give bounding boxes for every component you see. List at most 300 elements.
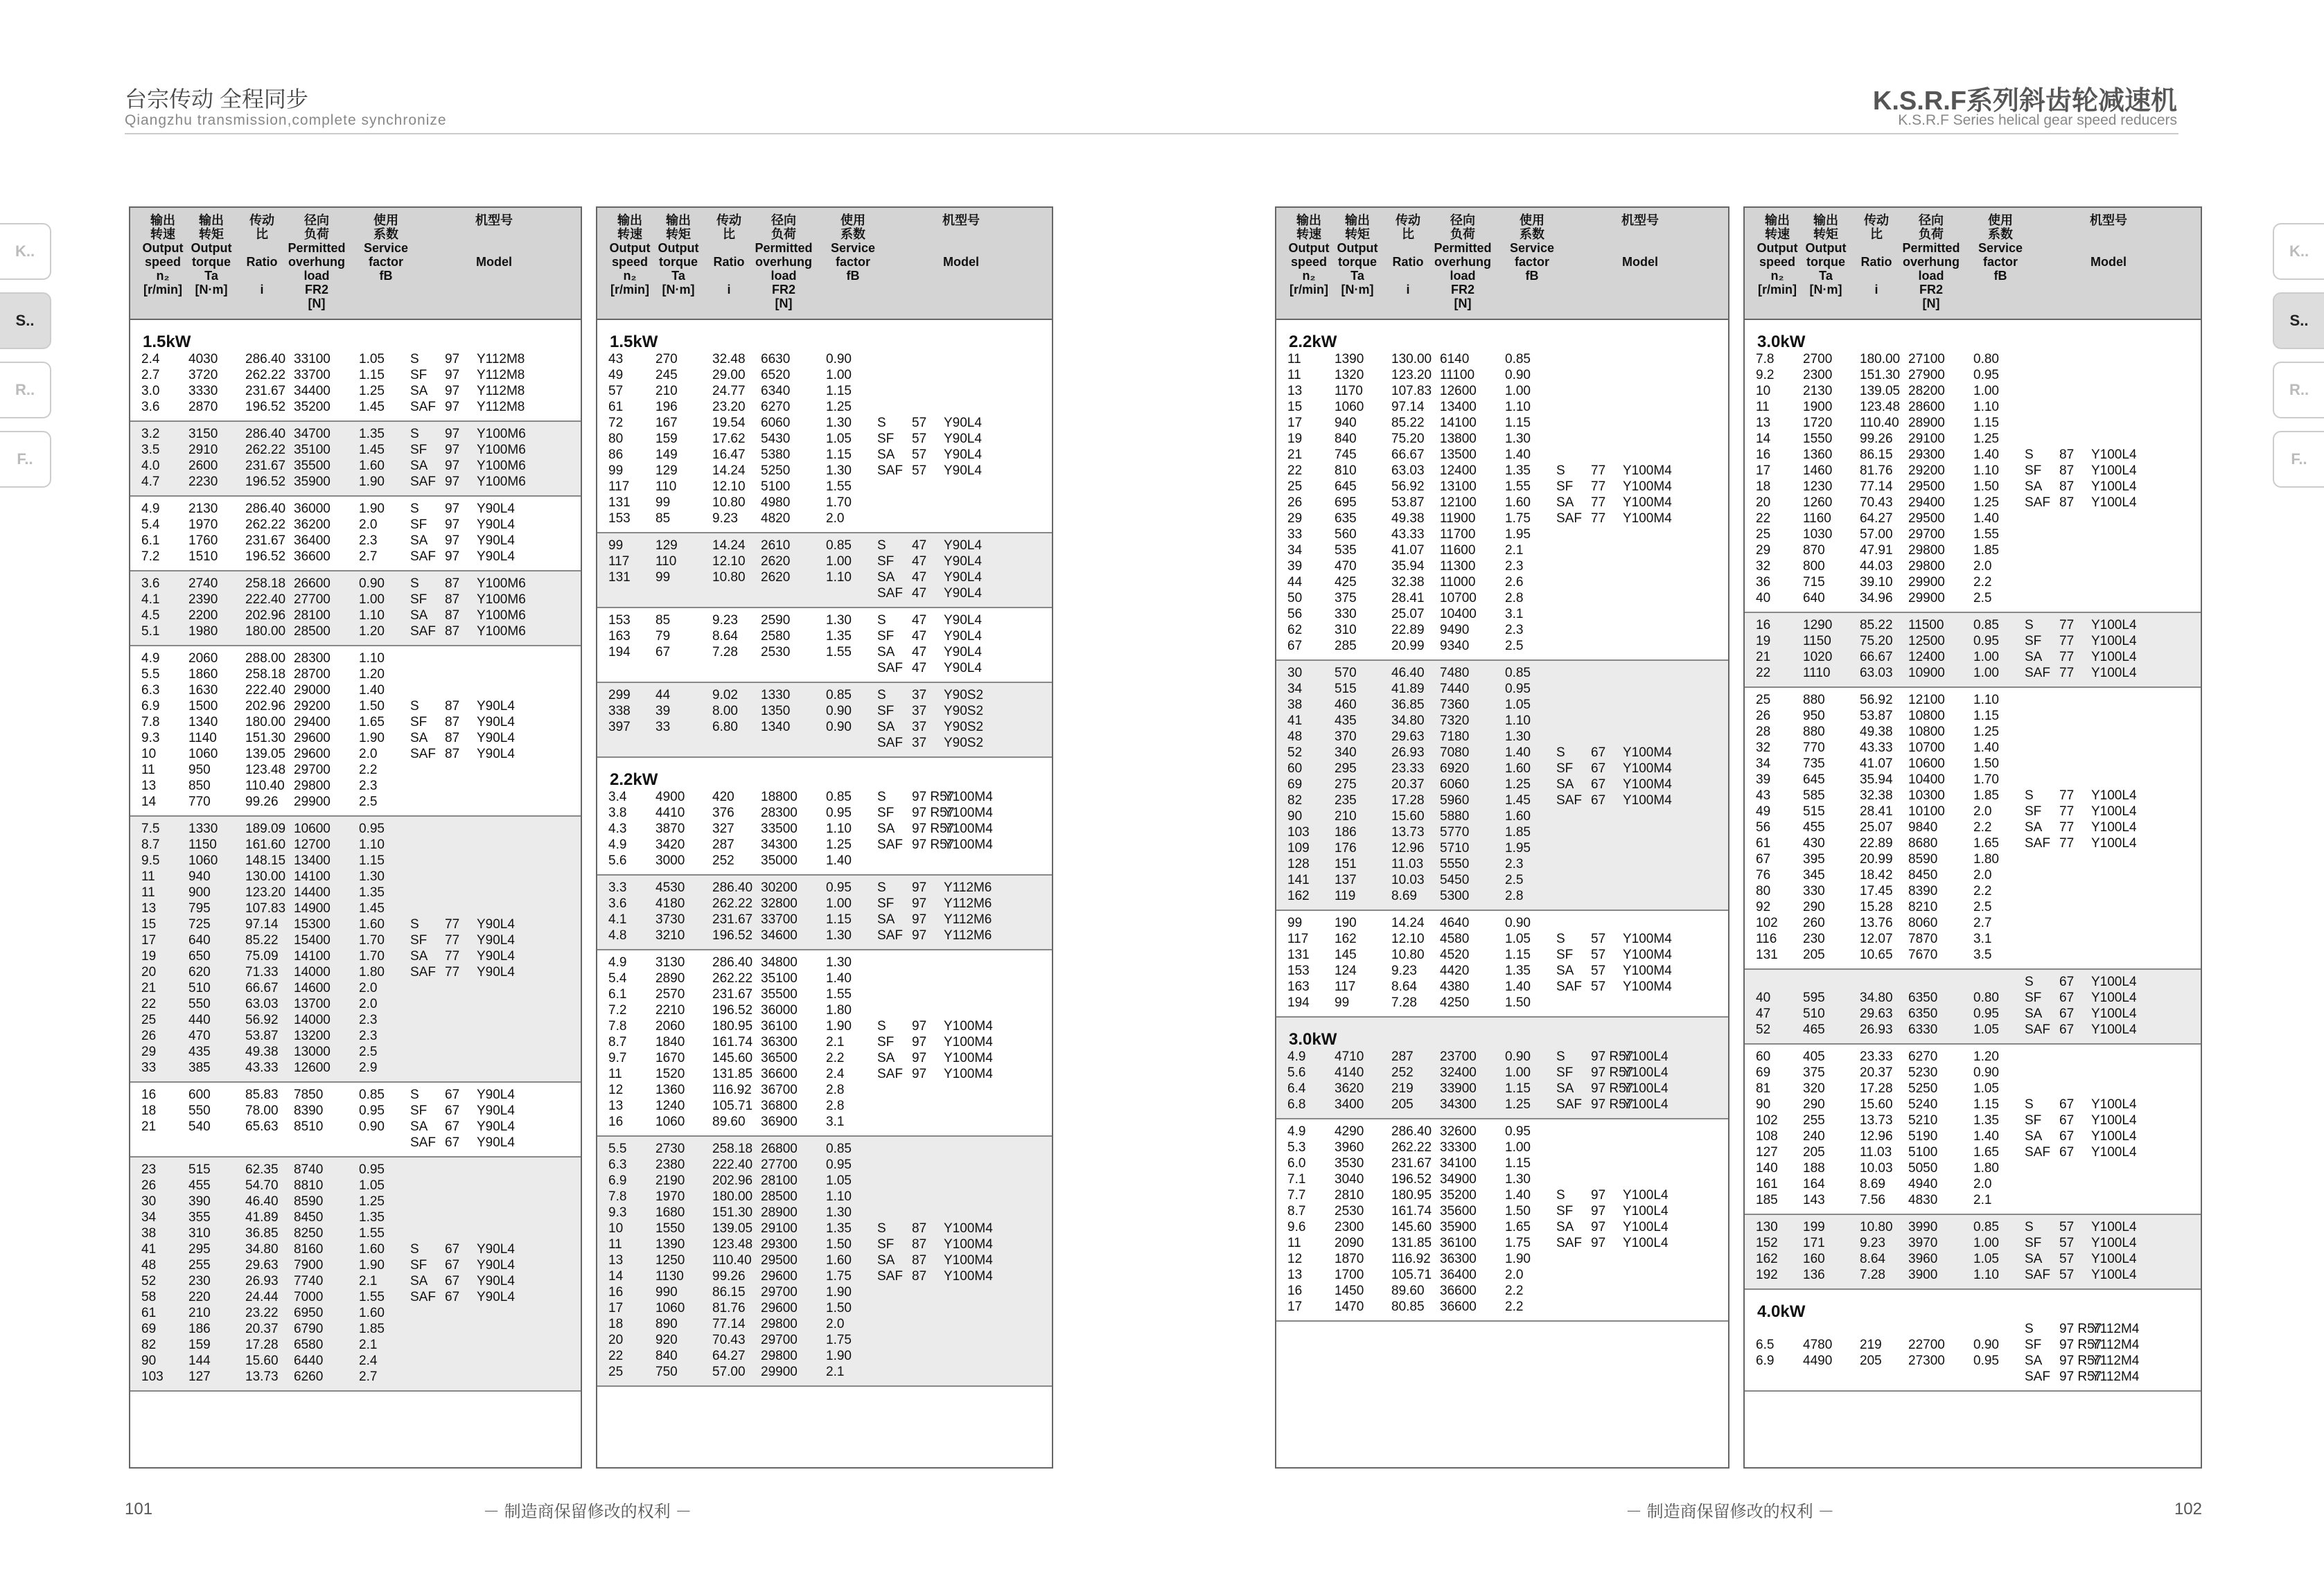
load-cell: 28900 [761, 1205, 798, 1220]
ratio-cell: 219 [1860, 1338, 1882, 1352]
table-row [597, 447, 1052, 463]
factor-cell: 1.70 [359, 949, 385, 964]
ratio-cell: 107.83 [1391, 384, 1432, 398]
table-row [1745, 756, 2201, 772]
load-cell: 33500 [761, 822, 798, 836]
size-cell: 37 [912, 720, 927, 734]
column-header: 使用 系数 Service factor fB [363, 213, 409, 283]
torque-cell: 3130 [655, 955, 685, 970]
side-tab-r-left[interactable]: R.. [0, 362, 51, 418]
size-cell: 77 [2059, 618, 2075, 632]
torque-cell: 260 [1803, 916, 1825, 930]
load-cell: 14100 [294, 949, 331, 964]
size-cell: 67 [445, 1088, 460, 1102]
torque-cell: 255 [188, 1258, 211, 1273]
size-cell: 77 [2059, 820, 2075, 835]
speed-cell: 21 [1756, 650, 1771, 664]
table-row [597, 1034, 1052, 1050]
size-cell: 67 [2059, 1129, 2075, 1144]
torque-cell: 3960 [1335, 1140, 1364, 1155]
motor-cell: Y100L4 [2091, 1268, 2137, 1282]
factor-cell: 1.65 [1973, 1145, 1999, 1160]
table-row [597, 463, 1052, 479]
table-row [130, 698, 581, 714]
motor-cell: Y100M6 [477, 576, 526, 591]
factor-cell: 1.15 [826, 447, 852, 462]
load-cell: 5050 [1908, 1161, 1938, 1176]
motor-cell: Y100M4 [1623, 777, 1672, 792]
ratio-cell: 205 [1860, 1354, 1882, 1368]
table-row [597, 1316, 1052, 1332]
factor-cell: 1.15 [1973, 709, 1999, 723]
table-row [1745, 867, 2201, 883]
torque-cell: 425 [1335, 575, 1357, 589]
torque-cell: 210 [188, 1306, 211, 1320]
ratio-cell: 15.28 [1860, 900, 1893, 914]
load-cell: 32600 [1440, 1124, 1477, 1139]
torque-cell: 2600 [188, 459, 218, 473]
speed-cell: 11 [608, 1237, 622, 1252]
torque-cell: 160 [1803, 1252, 1825, 1266]
speed-cell: 30 [141, 1194, 157, 1209]
torque-cell: 1030 [1803, 527, 1833, 542]
table-row [1276, 824, 1728, 840]
ratio-cell: 13.73 [1391, 825, 1425, 840]
torque-cell: 205 [1803, 1145, 1825, 1160]
size-cell: 87 [912, 1237, 927, 1252]
load-cell: 10400 [1908, 772, 1945, 787]
load-cell: 28600 [1908, 400, 1945, 414]
torque-cell: 1460 [1803, 463, 1833, 478]
size-cell: 57 [912, 416, 927, 430]
speed-cell: 49 [608, 368, 624, 382]
speed-cell: 11 [608, 1067, 622, 1081]
torque-cell: 515 [1335, 682, 1357, 696]
column-header: 输出 转速 Output speed n₂ [r/min] [609, 213, 651, 296]
size-cell: 77 [2059, 634, 2075, 648]
speed-cell: 67 [1287, 639, 1303, 653]
torque-cell: 1170 [1335, 384, 1363, 398]
load-cell: 2620 [761, 570, 791, 585]
motor-cell: Y100L4 [2091, 804, 2137, 819]
speed-cell: 338 [608, 704, 631, 718]
ratio-cell: 85.22 [1860, 618, 1893, 632]
ratio-cell: 145.60 [712, 1051, 753, 1065]
load-cell: 35600 [1440, 1204, 1477, 1218]
motor-cell: Y112M4 [2091, 1369, 2140, 1384]
type-cell: SF [2025, 1113, 2042, 1128]
speed-cell: 56 [1756, 820, 1771, 835]
load-cell: 8810 [294, 1178, 324, 1193]
type-cell: SA [410, 1119, 428, 1134]
column-header: 传动 比 Ratio i [1860, 213, 1892, 296]
factor-cell: 1.35 [359, 1210, 385, 1225]
ratio-cell: 20.99 [1391, 639, 1425, 653]
speed-cell: 14 [608, 1269, 624, 1284]
torque-cell: 85 [655, 511, 671, 526]
motor-cell: Y90L4 [944, 538, 982, 553]
torque-cell: 1900 [1803, 400, 1833, 414]
load-cell: 5250 [761, 463, 791, 478]
speed-cell: 34 [1756, 756, 1771, 771]
factor-cell: 0.85 [826, 688, 852, 702]
load-cell: 3990 [1908, 1220, 1938, 1234]
table-row [130, 442, 581, 458]
torque-cell: 1140 [188, 731, 217, 745]
ratio-cell: 7.28 [712, 645, 738, 659]
load-cell: 29900 [294, 795, 331, 809]
table-row [597, 1364, 1052, 1380]
factor-cell: 1.50 [1505, 995, 1531, 1010]
size-cell: 47 [912, 661, 927, 675]
ratio-cell: 25.07 [1860, 820, 1893, 835]
ratio-cell: 77.14 [712, 1317, 746, 1331]
speed-cell: 12 [608, 1083, 624, 1097]
side-tab-f-left[interactable]: F.. [0, 431, 51, 488]
speed-cell: 19 [141, 949, 157, 964]
torque-cell: 455 [188, 1178, 211, 1193]
torque-cell: 1340 [188, 715, 218, 729]
ratio-cell: 110.40 [1860, 416, 1899, 430]
torque-cell: 4710 [1335, 1049, 1364, 1064]
speed-cell: 99 [608, 463, 624, 478]
table-row [597, 553, 1052, 569]
speed-cell: 13 [608, 1253, 624, 1268]
size-cell: 97 [912, 1051, 927, 1065]
speed-cell: 21 [141, 981, 157, 995]
side-tab-s-left[interactable]: S.. [0, 292, 51, 349]
motor-cell: Y90L4 [477, 1088, 515, 1102]
motor-cell: Y100M4 [944, 1237, 993, 1252]
torque-cell: 600 [188, 1088, 211, 1102]
speed-cell: 2.4 [141, 352, 160, 366]
speed-cell: 10 [1756, 384, 1771, 398]
table-row [597, 912, 1052, 928]
ratio-cell: 196.52 [245, 549, 286, 564]
motor-cell: Y90L4 [477, 747, 515, 761]
load-cell: 5380 [761, 447, 791, 462]
side-tab-r-right[interactable]: R.. [2273, 362, 2324, 418]
power-label: 2.2kW [610, 770, 658, 789]
factor-cell: 1.70 [1973, 772, 1999, 787]
table-row [597, 1141, 1052, 1157]
factor-cell: 1.50 [359, 699, 385, 713]
factor-cell: 1.30 [826, 613, 852, 628]
speed-cell: 4.9 [1287, 1049, 1306, 1064]
load-cell: 35500 [294, 459, 331, 473]
factor-cell: 1.40 [359, 683, 385, 698]
size-cell: 57 [2059, 1220, 2075, 1234]
ratio-cell: 63.03 [1860, 666, 1893, 680]
motor-cell: Y90L4 [477, 1119, 515, 1134]
table-row [130, 623, 581, 639]
type-cell: SA [2025, 650, 2043, 664]
table-row [597, 1066, 1052, 1082]
footer-note-right: － 制造商保留修改的权利 － [1626, 1502, 1835, 1521]
table-group [1276, 911, 1728, 1018]
ratio-cell: 41.89 [1391, 682, 1425, 696]
torque-cell: 4410 [655, 806, 685, 820]
table-row [1276, 351, 1728, 367]
speed-cell: 153 [608, 613, 631, 628]
torque-cell: 840 [1335, 432, 1357, 446]
ratio-cell: 70.43 [1860, 495, 1893, 510]
motor-cell: Y100L4 [2091, 820, 2137, 835]
ratio-cell: 10.65 [1860, 948, 1893, 962]
ratio-cell: 252 [1391, 1065, 1414, 1080]
torque-cell: 940 [188, 869, 211, 884]
table-row [1745, 851, 2201, 867]
ratio-cell: 11.03 [1391, 857, 1424, 871]
side-tab-f-right[interactable]: F.. [2273, 431, 2324, 488]
factor-cell: 1.55 [359, 1226, 385, 1241]
torque-cell: 3420 [655, 837, 685, 852]
ratio-cell: 123.20 [245, 885, 286, 900]
type-cell: SF [877, 896, 895, 911]
torque-cell: 1720 [1803, 416, 1833, 430]
table-row [597, 719, 1052, 735]
table-row [597, 1002, 1052, 1018]
ratio-cell: 71.33 [245, 965, 279, 979]
side-tab-s-right[interactable]: S.. [2273, 292, 2324, 349]
factor-cell: 1.40 [1505, 1188, 1531, 1203]
factor-cell: 1.50 [826, 1237, 852, 1252]
table-row [597, 880, 1052, 896]
factor-cell: 2.8 [1505, 591, 1524, 605]
size-cell: 67 [2059, 1145, 2075, 1160]
speed-cell: 3.8 [608, 806, 627, 820]
table-row [597, 837, 1052, 853]
motor-cell: Y100L4 [1623, 1065, 1669, 1080]
size-cell: 97 [445, 475, 460, 489]
factor-cell: 1.60 [826, 1253, 852, 1268]
load-cell: 4520 [1440, 948, 1470, 962]
ratio-cell: 85.22 [245, 933, 279, 948]
size-cell: 77 [2059, 788, 2075, 803]
torque-cell: 550 [188, 997, 211, 1011]
motor-cell: Y100M4 [1623, 511, 1672, 526]
factor-cell: 0.95 [1973, 634, 1999, 648]
type-cell: SA [2025, 479, 2043, 494]
speed-cell: 4.7 [141, 475, 160, 489]
table-row [1276, 1049, 1728, 1065]
load-cell: 4580 [1440, 932, 1470, 946]
load-cell: 11700 [1440, 527, 1476, 542]
table-row [1276, 590, 1728, 606]
table-group [597, 320, 1052, 533]
table-row [597, 415, 1052, 431]
torque-cell: 510 [1803, 1007, 1825, 1021]
factor-cell: 1.35 [359, 427, 385, 441]
speed-cell: 17 [1287, 416, 1303, 430]
torque-cell: 290 [1803, 1097, 1825, 1112]
motor-cell: Y112M8 [477, 384, 525, 398]
torque-cell: 390 [188, 1194, 211, 1209]
torque-cell: 1320 [1335, 368, 1364, 382]
speed-cell: 92 [1756, 900, 1771, 914]
size-cell: 97 [445, 517, 460, 532]
ratio-cell: 9.23 [1391, 964, 1417, 978]
table-row [1745, 1097, 2201, 1112]
torque-cell: 164 [1803, 1177, 1825, 1191]
table-row [1745, 399, 2201, 415]
size-cell: 67 [445, 1103, 460, 1118]
load-cell: 32800 [761, 896, 798, 911]
speed-cell: 2.7 [141, 368, 160, 382]
load-cell: 6060 [1440, 777, 1470, 792]
speed-cell: 82 [141, 1338, 157, 1352]
ratio-cell: 8.00 [712, 704, 738, 718]
table-row [1276, 840, 1728, 856]
side-tab-k-right[interactable]: K.. [2273, 223, 2324, 280]
factor-cell: 2.3 [1505, 623, 1524, 637]
size-cell: 87 [445, 576, 460, 591]
motor-cell: Y100L4 [2091, 1129, 2137, 1144]
motor-cell: Y90L4 [944, 447, 982, 462]
load-cell: 35100 [294, 443, 331, 457]
motor-cell: Y100M4 [944, 806, 993, 820]
factor-cell: 1.00 [1505, 1065, 1531, 1080]
load-cell: 2620 [761, 554, 791, 569]
table-row [1276, 777, 1728, 792]
factor-cell: 1.85 [359, 1322, 385, 1336]
torque-cell: 770 [188, 795, 211, 809]
type-cell: S [2025, 1220, 2034, 1234]
ratio-cell: 196.52 [245, 475, 286, 489]
size-cell: 67 [445, 1135, 460, 1150]
motor-cell: Y100L4 [2091, 1022, 2137, 1037]
side-tab-k-left[interactable]: K.. [0, 223, 51, 280]
size-cell: 77 [445, 933, 460, 948]
table-row [597, 612, 1052, 628]
table-row [597, 399, 1052, 415]
ratio-cell: 57.00 [1860, 527, 1893, 542]
torque-cell: 4140 [1335, 1065, 1364, 1080]
torque-cell: 290 [1803, 900, 1825, 914]
table-row [1276, 1097, 1728, 1112]
speed-cell: 5.5 [608, 1142, 627, 1156]
torque-cell: 171 [1803, 1236, 1825, 1250]
ratio-cell: 6.80 [712, 720, 738, 734]
torque-cell: 550 [188, 1103, 211, 1118]
ratio-cell: 258.18 [712, 1142, 753, 1156]
table-row [1276, 792, 1728, 808]
load-cell: 27700 [294, 592, 331, 607]
speed-cell: 47 [1756, 1007, 1771, 1021]
torque-cell: 4780 [1803, 1338, 1833, 1352]
speed-cell: 16 [1287, 1284, 1303, 1298]
table-row [1276, 713, 1728, 729]
table-row [1745, 1267, 2201, 1283]
table-row [1745, 804, 2201, 819]
motor-cell: Y112M6 [944, 880, 992, 895]
speed-cell: 58 [141, 1290, 157, 1304]
table-row [130, 517, 581, 533]
torque-cell: 3330 [188, 384, 218, 398]
motor-cell: Y100L4 [2091, 1236, 2137, 1250]
motor-cell: Y100L4 [2091, 1007, 2137, 1021]
torque-cell: 188 [1803, 1161, 1825, 1176]
torque-cell: 99 [655, 495, 671, 510]
load-cell: 29100 [761, 1221, 798, 1236]
size-cell: 77 [1591, 479, 1606, 494]
size-cell: 67 [2059, 991, 2075, 1005]
speed-cell: 185 [1756, 1193, 1778, 1207]
table-row [130, 837, 581, 853]
speed-cell: 4.9 [141, 502, 160, 516]
factor-cell: 2.0 [1973, 868, 1992, 883]
motor-cell: Y100M6 [477, 608, 526, 623]
load-cell: 13400 [294, 853, 331, 868]
type-cell: SA [410, 533, 428, 548]
load-cell: 4980 [761, 495, 791, 510]
factor-cell: 1.00 [1973, 384, 1999, 398]
type-cell: SF [877, 432, 895, 446]
ratio-cell: 286.40 [245, 427, 286, 441]
motor-cell: Y100L4 [2091, 666, 2137, 680]
load-cell: 34800 [761, 955, 798, 970]
torque-cell: 159 [188, 1338, 211, 1352]
type-cell: SF [2025, 634, 2042, 648]
torque-cell: 735 [1803, 756, 1825, 771]
speed-cell: 12 [1287, 1252, 1303, 1266]
type-cell: SAF [410, 1290, 436, 1304]
ratio-cell: 222.40 [245, 683, 286, 698]
table-row [1745, 511, 2201, 526]
load-cell: 35900 [294, 475, 331, 489]
speed-cell: 152 [1756, 1236, 1778, 1250]
torque-cell: 230 [188, 1274, 211, 1288]
table-row [130, 1178, 581, 1194]
factor-cell: 1.30 [826, 928, 852, 943]
ratio-cell: 89.60 [1391, 1284, 1425, 1298]
speed-cell: 4.1 [608, 912, 627, 927]
ratio-cell: 29.63 [1860, 1007, 1893, 1021]
table-group [130, 646, 581, 817]
speed-cell: 5.1 [141, 624, 160, 639]
torque-cell: 2130 [188, 502, 218, 516]
speed-cell: 86 [608, 447, 624, 462]
table-row [1745, 351, 2201, 367]
ratio-cell: 26.93 [245, 1274, 279, 1288]
motor-cell: Y90L4 [944, 661, 982, 675]
table-group [130, 1083, 581, 1158]
speed-cell: 3.2 [141, 427, 160, 441]
factor-cell: 1.35 [826, 629, 852, 644]
factor-cell: 0.90 [1505, 368, 1531, 382]
motor-cell: Y100M4 [944, 1067, 993, 1081]
speed-cell: 40 [1756, 991, 1771, 1005]
brand-subtitle: Qiangzhu transmission,complete synchronize [125, 112, 447, 128]
torque-cell: 33 [655, 720, 671, 734]
speed-cell: 15 [141, 917, 157, 932]
torque-cell: 460 [1335, 698, 1357, 712]
type-cell: SA [410, 731, 428, 745]
table-row [130, 821, 581, 837]
motor-cell: Y100L4 [2091, 618, 2137, 632]
speed-cell: 140 [1756, 1161, 1778, 1176]
table-row [1745, 1128, 2201, 1144]
torque-cell: 1390 [1335, 352, 1364, 366]
size-cell: 57 [912, 432, 927, 446]
factor-cell: 0.90 [826, 352, 852, 366]
table-group [597, 533, 1052, 608]
type-cell: S [877, 1221, 886, 1236]
load-cell: 10700 [1440, 591, 1477, 605]
factor-cell: 1.00 [826, 554, 852, 569]
motor-cell: Y90L4 [477, 1258, 515, 1273]
load-cell: 10800 [1908, 725, 1945, 739]
